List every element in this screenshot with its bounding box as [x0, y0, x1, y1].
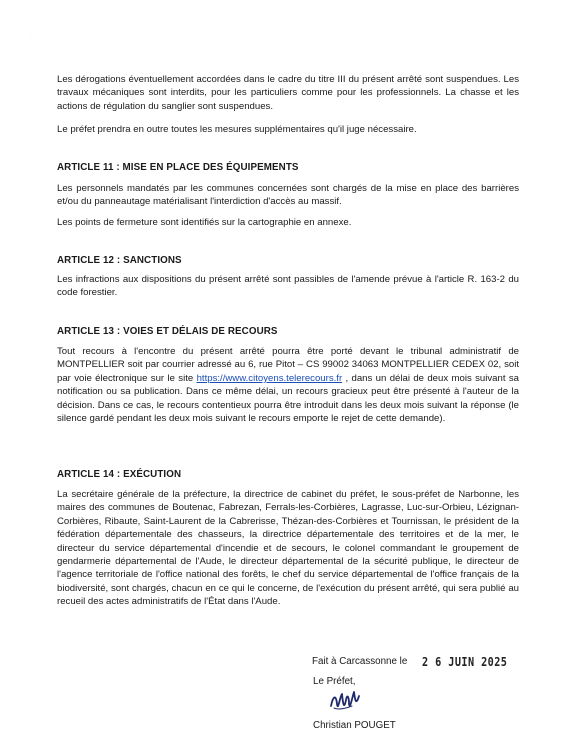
article-14-heading: ARTICLE 14 : EXÉCUTION [57, 469, 182, 480]
article-13-text-before-link: Tout recours à l'encontre du présent arrêté pourra être porté devant le tribunal administratif de MONTPELLIER soit par courrier adressé au 6, rue Pitot – CS 99002 34063 MONTPELLIER CEDEX 02, soit par voie électronique sur le site [57, 346, 519, 384]
signature-role: Le Préfet, [313, 676, 356, 687]
article-11-paragraph-1: Les personnels mandatés par les communes concernées sont chargés de la mise en place des barrières et/ou du panneautage matérialisant l'interdiction d'accès au massif. [57, 183, 519, 208]
article-13-heading: ARTICLE 13 : VOIES ET DÉLAIS DE RECOURS [57, 326, 278, 337]
article-13-paragraph-1 [57, 345, 519, 425]
handwritten-signature [328, 686, 362, 716]
signature-name: Christian POUGET [313, 720, 396, 731]
article-11-heading: ARTICLE 11 : MISE EN PLACE DES ÉQUIPEMENTS [57, 162, 299, 173]
signature-date-stamp: 2 6 JUIN 2025 [422, 655, 508, 669]
article-12-paragraph-1: Les infractions aux dispositions du présent arrêté sont passibles de l'amende prévue à l'article R. 163-2 du code forestier. [57, 274, 519, 299]
scan-mark: · [30, 36, 32, 41]
telerecours-link[interactable]: https://www.citoyens.telerecours.fr [196, 372, 343, 384]
article-12-heading: ARTICLE 12 : SANCTIONS [57, 255, 182, 266]
article-14-paragraph-1: La secrétaire générale de la préfecture, la directrice de cabinet du préfet, le sous-préfet de Narbonne, les maires des communes de Boutenac, Fabrezan, Ferrals-les-Corbières, Lagrasse, Luc-sur-Orbieu, Lézignan-Corbières, Ribaute, Saint-Laurent de la Cabrerisse, Thézan-des-Corbières et Tournissan, le président de la fédération départementale des chasseurs, la directrice départementale des territoires et de la mer, le directeur du service départemental d'incendie et de secours, le colonel commandant le groupement de gendarmerie départemental de l'Aude, le directeur départemental de la sécurité publique, le directeur de l'agence territoriale de l'office national des forêts, le chef du service départemental de l'office français de la biodiversité, sont chargés, chacun en ce qui le concerne, de l'exécution du présent arrêté, qui sera publié au recueil des actes administratifs de l'État dans l'Aude. [57, 489, 519, 608]
intro-paragraph-2: Le préfet prendra en outre toutes les mesures supplémentaires qu'il juge nécessaire. [57, 124, 417, 135]
signature-place: Fait à Carcassonne le [312, 656, 408, 667]
article-11-paragraph-2: Les points de fermeture sont identifiés sur la cartographie en annexe. [57, 217, 352, 228]
article-13-text-after-link: , dans un délai de deux mois suivant sa notification ou sa publication. Dans ce même délai, un recours gracieux peut être présenté à l'auteur de la décision. Dans ce cas, le recours contentieux pourra être introduit dans les deux mois suivant la réponse (le silence gardé pendant les deux mois suivant le recours emporte le rejet de cette demande). [57, 372, 519, 425]
intro-paragraph-1: Les dérogations éventuellement accordées dans le cadre du titre III du présent arrêté sont suspendues. Les travaux mécaniques sont interdits, pour les particuliers comme pour les professionnels. La chasse et les actions de régulation du sanglier sont suspendues. [57, 74, 519, 112]
